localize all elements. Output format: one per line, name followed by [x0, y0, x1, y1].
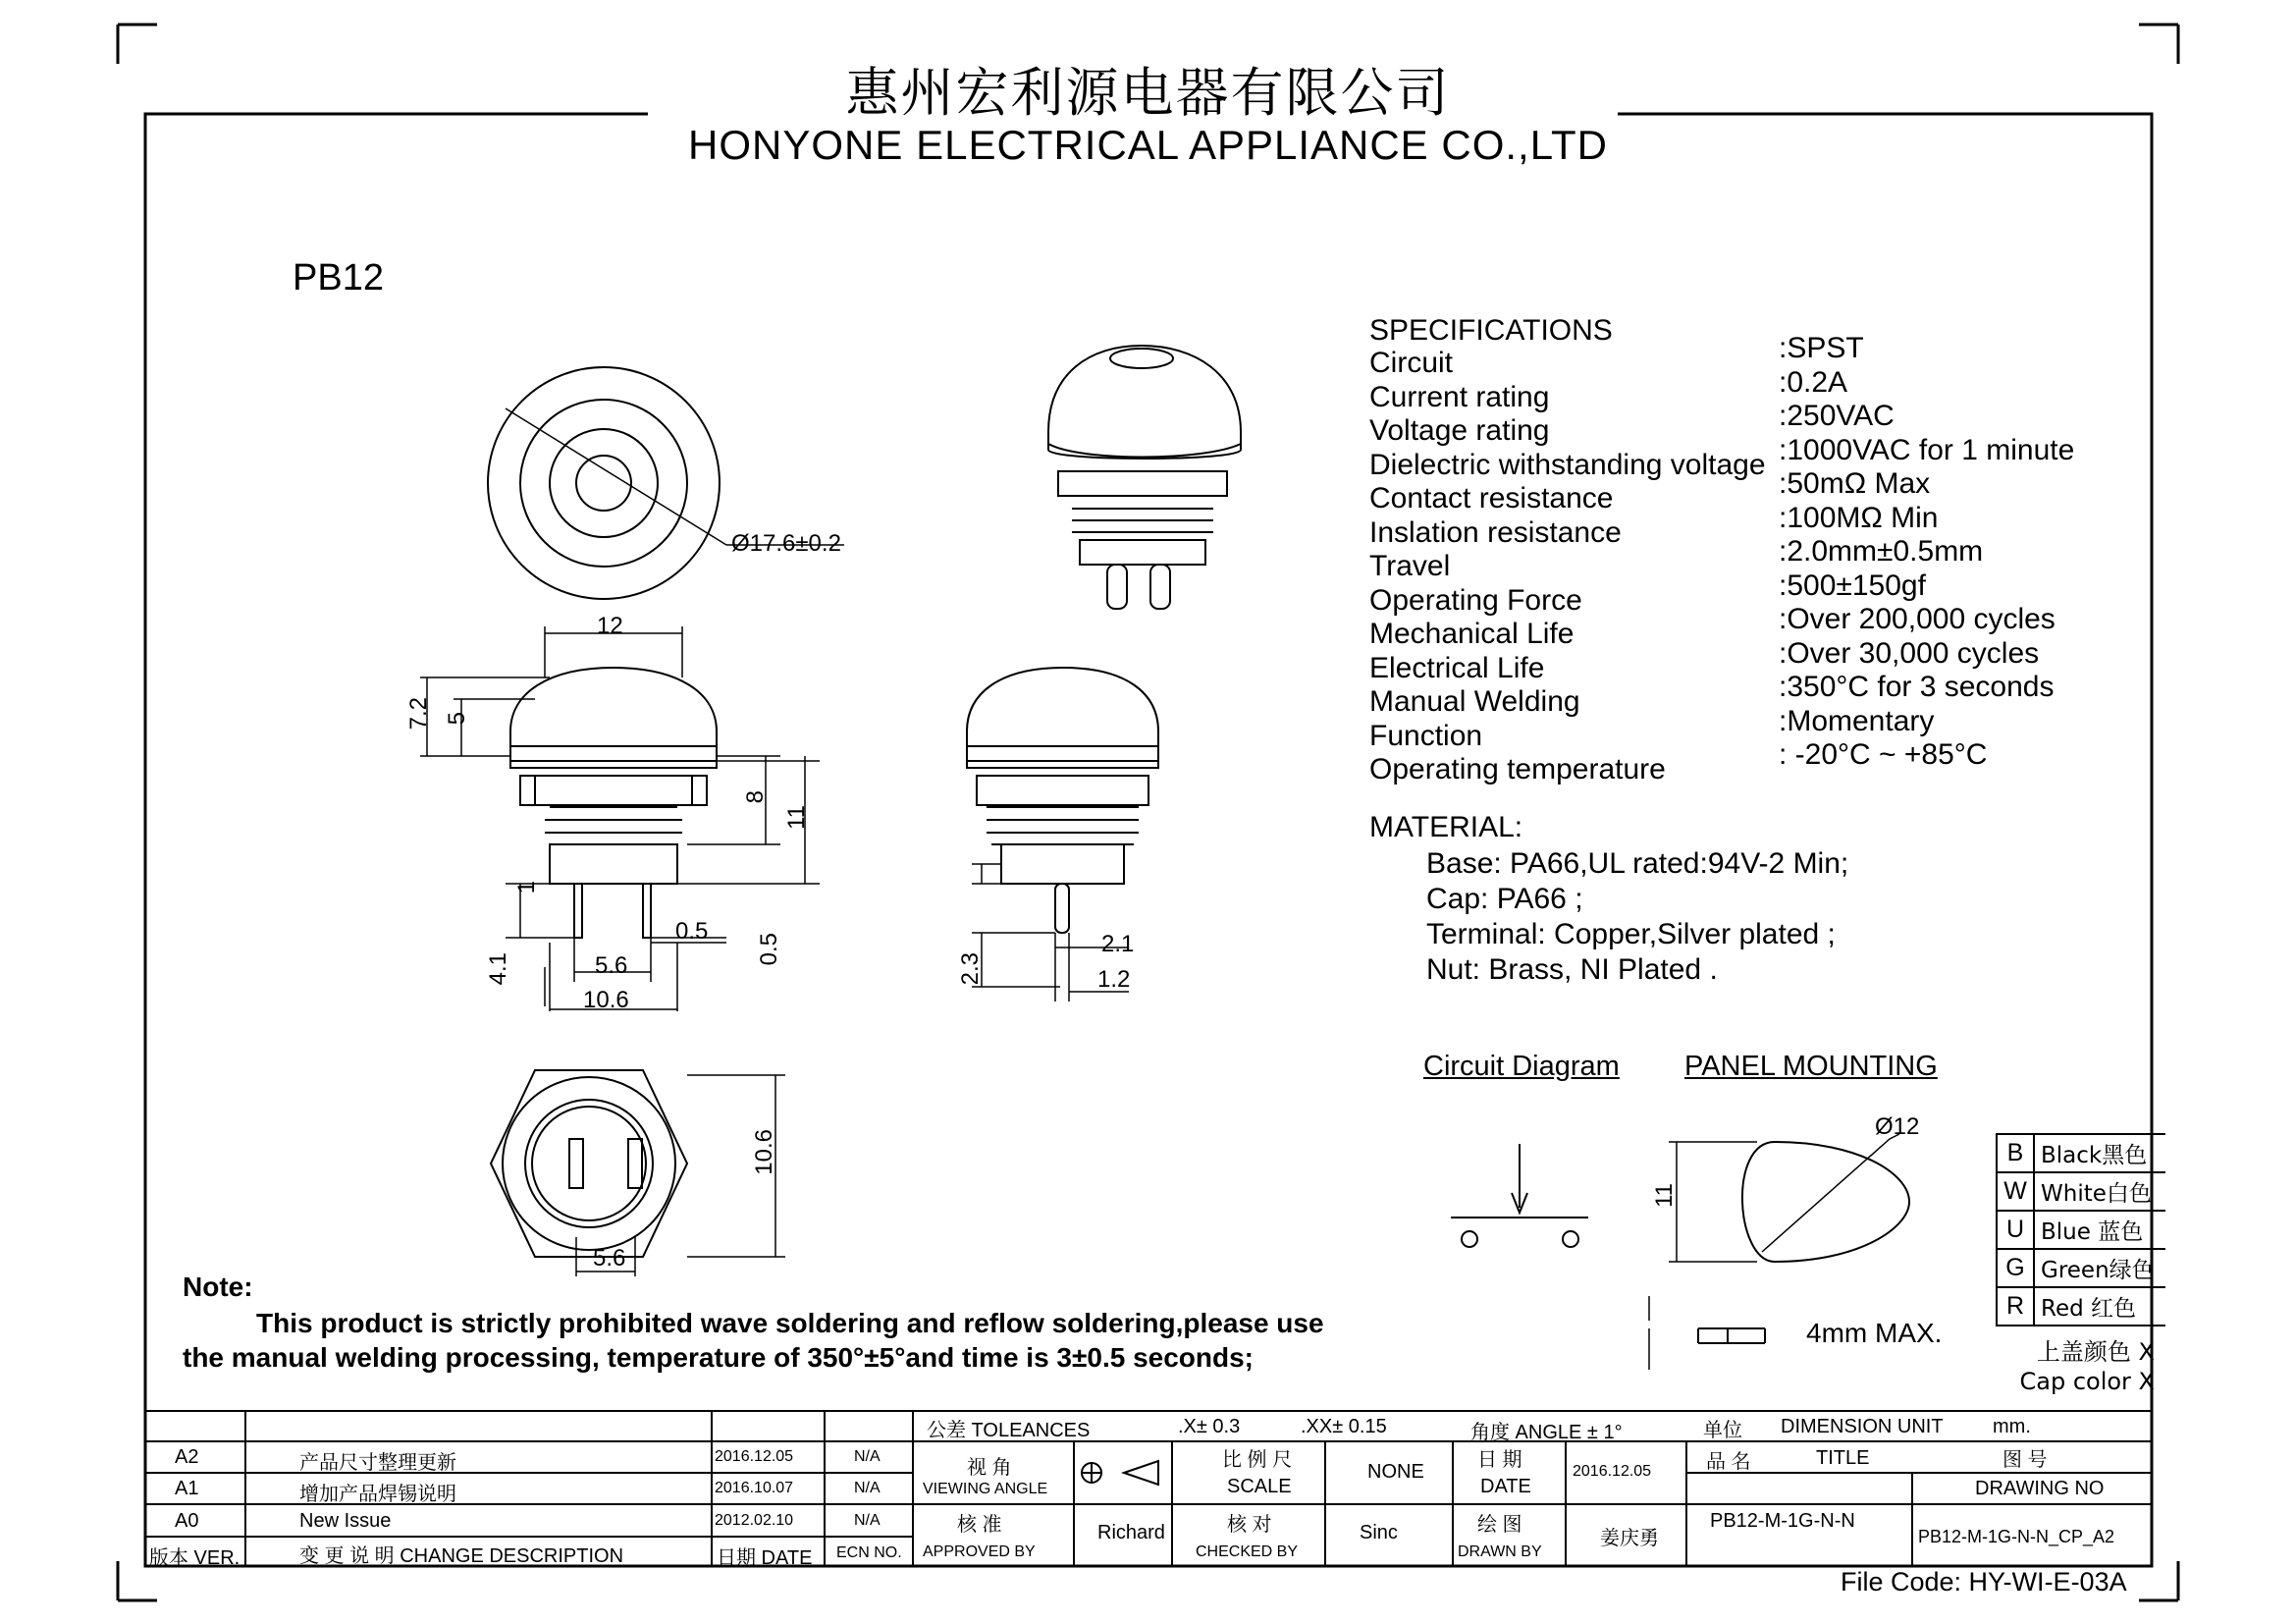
spec-values: [1779, 332, 2074, 773]
dim-panel-11: 11: [1651, 1183, 1678, 1208]
color-code: W: [1998, 1173, 2035, 1210]
spec-value: :Over 200,000 cycles: [1779, 603, 2056, 635]
col-ecn: ECN NO.: [836, 1544, 902, 1561]
dim-pin-spacing-5-6: 5.6: [595, 952, 628, 979]
dim-pin-0-5: 0.5: [756, 933, 782, 966]
dim-side-2-3: 2.3: [957, 952, 984, 986]
dim-height-4-1: 4.1: [485, 952, 511, 986]
note-body: [183, 1306, 1324, 1375]
legend-row: [1998, 1171, 2165, 1210]
spec-value: :350°C for 3 seconds: [1779, 671, 2055, 703]
dim-height-5: 5: [444, 712, 470, 726]
rev-ecn: N/A: [854, 1480, 881, 1496]
spec-label: Circuit: [1369, 347, 1454, 379]
rev-desc: 增加产品焊锡说明: [299, 1484, 456, 1505]
tb-unit-cn: 单位: [1703, 1420, 1742, 1441]
material-item: Terminal: Copper,Silver plated ;: [1426, 918, 1836, 950]
rev-ecn: N/A: [854, 1512, 881, 1529]
cap-color-label: [2002, 1337, 2155, 1396]
model-number: PB12: [293, 257, 384, 298]
color-name: Red 红色: [2041, 1296, 2137, 1322]
col-date: 日期 DATE: [717, 1547, 813, 1569]
spec-value: :250VAC: [1779, 400, 1895, 432]
dim-height-7-2: 7.2: [405, 697, 432, 731]
note-line: the manual welding processing, temperature of 350°±5°and time is 3±0.5 seconds;: [183, 1342, 1255, 1373]
tb-scale-val: NONE: [1367, 1461, 1424, 1483]
dim-width-10-6: 10.6: [583, 987, 629, 1013]
color-name: Black黑色: [2041, 1143, 2148, 1168]
tb-checked-en: CHECKED BY: [1196, 1543, 1299, 1560]
spec-value: :SPST: [1779, 332, 1864, 364]
legend-row: [1998, 1210, 2165, 1248]
color-code: B: [1998, 1135, 2035, 1171]
tb-drawn-val: 姜庆勇: [1600, 1528, 1659, 1549]
material-item: Cap: PA66 ;: [1426, 883, 1583, 915]
tb-tol-x: .X± 0.3: [1178, 1416, 1241, 1437]
spec-label: Travel: [1369, 550, 1451, 582]
tb-viewing-cn: 视 角: [967, 1457, 1012, 1479]
tb-date-en: DATE: [1480, 1476, 1531, 1497]
tb-drawn-en: DRAWN BY: [1458, 1543, 1542, 1560]
rev-desc: 产品尺寸整理更新: [299, 1452, 456, 1474]
spec-value: :Over 30,000 cycles: [1779, 636, 2040, 670]
tb-unit-val: mm.: [1993, 1416, 2031, 1437]
rev-date: 2012.02.10: [715, 1512, 794, 1529]
rev-date: 2016.12.05: [715, 1448, 794, 1465]
tb-approved-cn: 核 准: [957, 1514, 1002, 1536]
cap-color-label-en: Cap color X: [2019, 1368, 2155, 1395]
material-title: MATERIAL:: [1369, 811, 1523, 843]
tb-approved-en: APPROVED BY: [923, 1543, 1036, 1560]
iso-view: [1048, 346, 1241, 609]
dim-top-diameter: Ø17.6±0.2: [731, 530, 841, 557]
cap-color-label-cn: 上盖颜色 X: [2036, 1338, 2155, 1366]
rev-ver: A0: [175, 1510, 199, 1532]
spec-value: :2.0mm±0.5mm: [1779, 535, 1984, 568]
spec-value: :1000VAC for 1 minute: [1779, 433, 2075, 466]
spec-label: Function: [1369, 719, 1483, 752]
tb-date-cn: 日 期: [1477, 1449, 1522, 1471]
bottom-view: [491, 1070, 785, 1276]
dim-pin-width-0-5: 0.5: [675, 918, 709, 945]
cap-color-legend: [1996, 1133, 2165, 1326]
spec-label: Contact resistance: [1369, 482, 1614, 514]
spec-labels: [1369, 347, 1766, 787]
dim-bottom-5-6: 5.6: [593, 1245, 626, 1272]
color-code: G: [1998, 1250, 2035, 1286]
col-ver: 版本 VER.: [149, 1547, 240, 1569]
color-code: R: [1998, 1288, 2035, 1325]
note-line: This product is strictly prohibited wave soldering and reflow soldering,please use: [256, 1308, 1324, 1338]
rev-ver: A1: [175, 1478, 199, 1499]
spec-value: :100MΩ Min: [1779, 501, 1939, 534]
rev-ecn: N/A: [854, 1448, 881, 1465]
tb-tolerances: 公差 TOLEANCES: [927, 1420, 1091, 1441]
tb-drawing-no-cn: 图 号: [2002, 1449, 2048, 1471]
tb-title-en: TITLE: [1816, 1447, 1870, 1469]
tb-checked-cn: 核 对: [1227, 1514, 1272, 1536]
material-item: Base: PA66,UL rated:94V-2 Min;: [1426, 847, 1849, 880]
company-name-cn: 惠州宏利源电器有限公司: [845, 62, 1451, 124]
tb-date-val: 2016.12.05: [1573, 1463, 1652, 1480]
dim-height-1: 1: [513, 881, 540, 894]
tb-unit-en: DIMENSION UNIT: [1781, 1416, 1944, 1437]
spec-label: Inslation resistance: [1369, 515, 1622, 549]
circuit-diagram-title: Circuit Diagram: [1423, 1051, 1620, 1082]
color-name: Green绿色: [2041, 1258, 2155, 1283]
dim-panel-thickness: 4mm MAX.: [1806, 1318, 1943, 1348]
spec-label: Voltage rating: [1369, 414, 1550, 447]
top-view: [488, 367, 844, 599]
spec-value: :50mΩ Max: [1779, 467, 1931, 500]
dim-side-1-2: 1.2: [1097, 966, 1131, 993]
spec-label: Current rating: [1369, 380, 1550, 413]
dim-bottom-10-6: 10.6: [751, 1129, 777, 1175]
legend-row: [1998, 1286, 2165, 1325]
tb-tol-angle: 角度 ANGLE ± 1°: [1470, 1422, 1623, 1443]
dim-side-2-1: 2.1: [1101, 931, 1135, 957]
spec-value: :0.2A: [1779, 365, 1848, 399]
tb-drawn-cn: 绘 图: [1477, 1514, 1522, 1536]
tb-approved-val: Richard: [1097, 1522, 1165, 1543]
tb-drawing-no-val: PB12-M-1G-N-N_CP_A2: [1918, 1527, 2115, 1546]
tb-checked-val: Sinc: [1360, 1522, 1398, 1543]
spec-label: Electrical Life: [1369, 651, 1545, 684]
tb-scale-cn: 比 例 尺: [1222, 1449, 1293, 1471]
file-code: File Code: HY-WI-E-03A: [1841, 1567, 2127, 1597]
spec-label: Mechanical Life: [1369, 618, 1575, 650]
color-code: U: [1998, 1212, 2035, 1248]
tb-scale-en: SCALE: [1227, 1476, 1292, 1497]
dim-height-11: 11: [783, 805, 810, 830]
viewing-angle-icon: [1082, 1461, 1158, 1485]
dim-panel-dia: Ø12: [1875, 1113, 1920, 1140]
legend-row: [1998, 1248, 2165, 1286]
note-title: Note:: [183, 1272, 253, 1302]
color-name: White白色: [2041, 1181, 2152, 1207]
rev-ver: A2: [175, 1446, 199, 1468]
legend-row: [1998, 1133, 2165, 1171]
spec-label: Manual Welding: [1369, 685, 1580, 718]
specifications-title: SPECIFICATIONS: [1369, 314, 1613, 347]
tb-tol-xx: .XX± 0.15: [1301, 1416, 1387, 1437]
tb-title-cn: 品 名: [1706, 1451, 1751, 1473]
col-desc: 变 更 说 明 CHANGE DESCRIPTION: [299, 1545, 624, 1567]
spec-value: :500±150gf: [1779, 568, 1926, 602]
spec-value: :Momentary: [1779, 704, 1935, 737]
rev-date: 2016.10.07: [715, 1480, 794, 1496]
spec-label: Operating Force: [1369, 583, 1582, 617]
company-name-en: HONYONE ELECTRICAL APPLIANCE CO.,LTD: [688, 122, 1608, 168]
spec-label: Dielectric withstanding voltage: [1369, 448, 1766, 481]
dim-width-12: 12: [597, 613, 623, 639]
circuit-diagram-symbol: [1451, 1144, 1588, 1247]
tb-title-val: PB12-M-1G-N-N: [1710, 1510, 1855, 1532]
color-name: Blue 蓝色: [2041, 1219, 2144, 1245]
dim-height-8: 8: [742, 790, 769, 804]
rev-desc: New Issue: [299, 1510, 392, 1532]
material-item: Nut: Brass, NI Plated .: [1426, 953, 1718, 986]
tb-viewing-en: VIEWING ANGLE: [923, 1481, 1048, 1497]
spec-value: : -20°C ~ +85°C: [1779, 738, 1988, 771]
spec-label: Operating temperature: [1369, 753, 1666, 785]
tb-drawing-no-en: DRAWING NO: [1975, 1478, 2105, 1499]
panel-mounting-title: PANEL MOUNTING: [1684, 1051, 1938, 1082]
material-list: [1426, 846, 1848, 988]
